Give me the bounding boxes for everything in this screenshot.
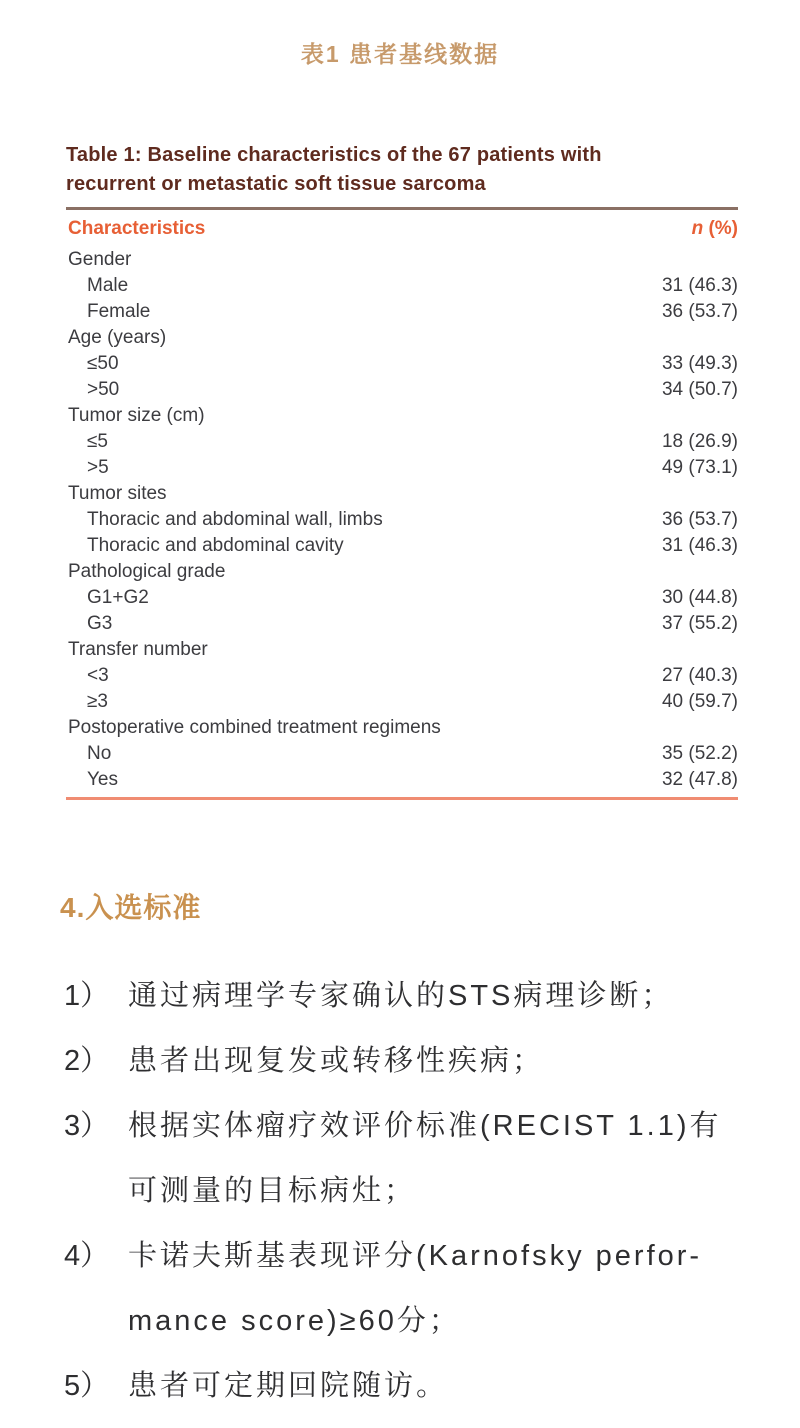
row-value: 31 (46.3) [661, 275, 738, 296]
row-label: G1+G2 [87, 587, 149, 608]
row-value: 34 (50.7) [661, 379, 738, 400]
pct-label: (%) [703, 218, 738, 239]
list-item [64, 1354, 764, 1419]
item-line: 患者可定期回院随访。 [128, 1370, 449, 1402]
row-label: G3 [87, 613, 113, 634]
n-label: n [691, 218, 704, 239]
list-item [64, 1029, 764, 1094]
table-row [66, 689, 738, 715]
row-label: Thoracic and abdominal wall, limbs [87, 509, 383, 530]
item-line: 卡诺夫斯基表现评分(Karnofsky perfor- [128, 1240, 703, 1272]
item-line: 可测量的目标病灶； [128, 1175, 417, 1207]
table-row [66, 481, 738, 507]
table-row [66, 611, 738, 637]
column-header-characteristics: Characteristics [68, 218, 206, 239]
table-title [66, 141, 738, 199]
row-label: Postoperative combined treatment regimens [68, 717, 441, 738]
item-line: 通过病理学专家确认的STS病理诊断； [128, 980, 674, 1012]
table-row [66, 429, 738, 455]
table-row [66, 507, 738, 533]
row-value: 40 (59.7) [661, 691, 738, 712]
row-label: Male [87, 275, 129, 296]
row-value: 37 (55.2) [661, 613, 738, 634]
table-row [66, 715, 738, 741]
table-row [66, 533, 738, 559]
table-row [66, 455, 738, 481]
item-text [128, 964, 764, 1029]
column-header-n-pct [692, 218, 738, 240]
table-row [66, 351, 738, 377]
section-heading-inclusion-criteria: 4.入选标准 [60, 892, 202, 923]
list-item [64, 1224, 764, 1354]
table-row [66, 637, 738, 663]
table-header-row [66, 210, 738, 247]
table-title-line1: Table 1: Baseline characteristics of the 67 patients with [66, 144, 602, 166]
table-row [66, 741, 738, 767]
row-label: Yes [87, 769, 118, 790]
list-item [64, 964, 764, 1029]
table-row [66, 663, 738, 689]
table-row [66, 377, 738, 403]
table-row [66, 325, 738, 351]
row-label: ≤5 [87, 431, 108, 452]
criteria-list [64, 964, 764, 1419]
table-row [66, 767, 738, 793]
row-value: 35 (52.2) [661, 743, 738, 764]
row-label: Tumor sites [68, 483, 167, 504]
row-value: 27 (40.3) [661, 665, 738, 686]
row-label: Female [87, 301, 151, 322]
row-label: Thoracic and abdominal cavity [87, 535, 344, 556]
table-row [66, 273, 738, 299]
item-number: 3） [64, 1110, 110, 1142]
row-label: Tumor size (cm) [68, 405, 205, 426]
row-label: Transfer number [68, 639, 208, 660]
item-text [128, 1094, 764, 1224]
row-value: 18 (26.9) [661, 431, 738, 452]
item-number: 5） [64, 1370, 110, 1402]
row-label: Age (years) [68, 327, 167, 348]
row-value: 33 (49.3) [661, 353, 738, 374]
item-text [128, 1224, 764, 1354]
row-value: 36 (53.7) [661, 301, 738, 322]
row-value: 32 (47.8) [661, 769, 738, 790]
row-label: >5 [87, 457, 109, 478]
item-line: 患者出现复发或转移性疾病； [128, 1045, 545, 1077]
table-title-line2: recurrent or metastatic soft tissue sarcoma [66, 173, 486, 195]
table-row [66, 403, 738, 429]
page-title: 表1 患者基线数据 [300, 41, 500, 67]
table-row [66, 559, 738, 585]
table-row [66, 247, 738, 273]
row-value: 31 (46.3) [661, 535, 738, 556]
item-number: 1） [64, 980, 110, 1012]
item-line: mance score)≥60分； [128, 1305, 461, 1337]
item-number: 4） [64, 1240, 110, 1272]
row-label: <3 [87, 665, 109, 686]
item-text [128, 1029, 764, 1094]
row-value: 49 (73.1) [661, 457, 738, 478]
item-number: 2） [64, 1045, 110, 1077]
baseline-table [66, 141, 738, 800]
table-row [66, 299, 738, 325]
item-line: 根据实体瘤疗效评价标准(RECIST 1.1)有 [128, 1110, 722, 1142]
row-label: ≤50 [87, 353, 119, 374]
item-text [128, 1354, 764, 1419]
table-row [66, 585, 738, 611]
list-item [64, 1094, 764, 1224]
row-value: 30 (44.8) [661, 587, 738, 608]
table-body [66, 247, 738, 793]
row-label: Gender [68, 249, 132, 270]
row-value: 36 (53.7) [661, 509, 738, 530]
row-label: >50 [87, 379, 120, 400]
row-label: Pathological grade [68, 561, 226, 582]
row-label: ≥3 [87, 691, 108, 712]
row-label: No [87, 743, 112, 764]
table-bottom-rule [66, 797, 738, 800]
